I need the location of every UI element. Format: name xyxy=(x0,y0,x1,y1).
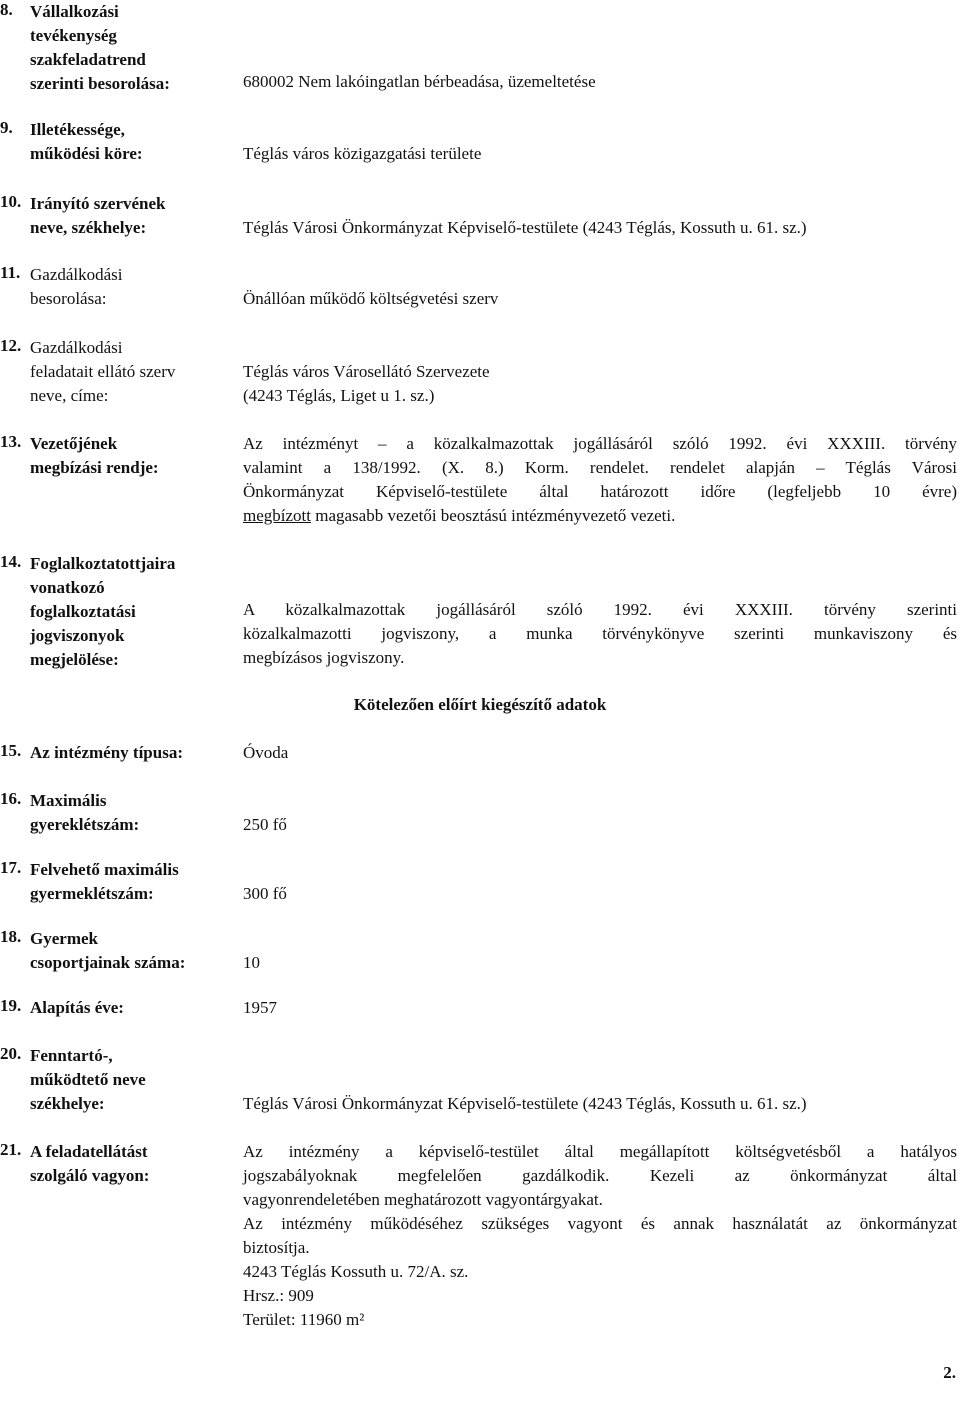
item-number: 8. xyxy=(0,0,13,19)
item-13-value: Az intézményt – a közalkalmazottak jogállásáról szóló 1992. évi XXXIII. törvény valamint a 138/1992. (X. 8.) Korm. rendelet. rendelet alapján – Téglás Városi Önkormányzat Képviselő-testülete által határozott időre (legfeljebb 10 évre) megbízott magasabb vezetői beosztású intézményvezető vezeti. xyxy=(243,434,957,525)
item-label: Vállalkozási tevékenység szakfeladatrend szerinti besorolása: xyxy=(30,2,170,93)
item-label: Alapítás éve: xyxy=(30,998,124,1017)
item-11-value: Önállóan működő költségvetési szerv xyxy=(243,289,499,308)
page-number: 2. xyxy=(943,1363,956,1382)
item-17-value: 300 fő xyxy=(243,884,287,903)
item-18-value: 10 xyxy=(243,953,260,972)
section-heading: Kötelezően előírt kiegészítő adatok xyxy=(353,695,607,714)
item-8-value: 680002 Nem lakóingatlan bérbeadása, üzemeltetése xyxy=(243,72,596,91)
item-number: 13. xyxy=(0,432,22,451)
item-label: Felvehető maximális gyermeklétszám: xyxy=(30,860,179,903)
item-9-value: Téglás város közigazgatási területe xyxy=(243,144,482,163)
item-label: Illetékessége, működési köre: xyxy=(30,120,143,163)
item-number: 21. xyxy=(0,1140,22,1159)
item-20-value: Téglás Városi Önkormányzat Képviselő-testülete (4243 Téglás, Kossuth u. 61. sz.) xyxy=(243,1094,807,1113)
item-label: A feladatellátást szolgáló vagyon: xyxy=(30,1142,150,1185)
item-number: 20. xyxy=(0,1044,22,1063)
item-21-value: Az intézmény a képviselő-testület által megállapított költségvetésből a hatályos jogszabályoknak megfelelően gazdálkodik. Kezeli az önkormányzat által vagyonrendeletében meghatározott vagyontárgyakat. Az intézmény működéséhez szükséges vagyont és annak használatát az önkormányzat biztosítja. 4243 Téglás Kossuth u. 72/A. sz. Hrsz.: 909 Terület: 11960 m² xyxy=(243,1142,957,1329)
item-number: 9. xyxy=(0,118,13,137)
item-number: 19. xyxy=(0,996,22,1015)
item-label: Irányító szervének neve, székhelye: xyxy=(30,194,166,237)
item-label: Gyermek csoportjainak száma: xyxy=(30,929,186,972)
item-label: Gazdálkodási feladatait ellátó szerv neve, címe: xyxy=(30,338,176,405)
item-number: 10. xyxy=(0,192,22,211)
item-15-value: Óvoda xyxy=(243,743,289,762)
item-label: Fenntartó-, működtető neve székhelye: xyxy=(30,1046,146,1113)
item-label: Maximális gyereklétszám: xyxy=(30,791,140,834)
item-number: 15. xyxy=(0,741,22,760)
item-14-value: A közalkalmazottak jogállásáról szóló 1992. évi XXXIII. törvény szerinti közalkalmazotti jogviszony, a munka törvénykönyve szerinti munkaviszony és megbízásos jogviszony. xyxy=(243,600,957,667)
item-label: Foglalkoztatottjaira vonatkozó foglalkoztatási jogviszonyok megjelölése: xyxy=(30,554,176,669)
item-number: 11. xyxy=(0,263,21,282)
item-label: Gazdálkodási besorolása: xyxy=(30,265,123,308)
item-label: Vezetőjének megbízási rendje: xyxy=(30,434,159,477)
item-19-value: 1957 xyxy=(243,998,277,1017)
item-number: 16. xyxy=(0,789,22,808)
item-number: 14. xyxy=(0,552,22,571)
item-label: Az intézmény típusa: xyxy=(30,743,183,762)
item-number: 18. xyxy=(0,927,22,946)
item-16-value: 250 fő xyxy=(243,815,287,834)
item-12-value: Téglás város Városellátó Szervezete (4243 Téglás, Liget u 1. sz.) xyxy=(243,362,490,405)
item-number: 17. xyxy=(0,858,22,877)
item-10-value: Téglás Városi Önkormányzat Képviselő-testülete (4243 Téglás, Kossuth u. 61. sz.) xyxy=(243,218,807,237)
item-number: 12. xyxy=(0,336,22,355)
